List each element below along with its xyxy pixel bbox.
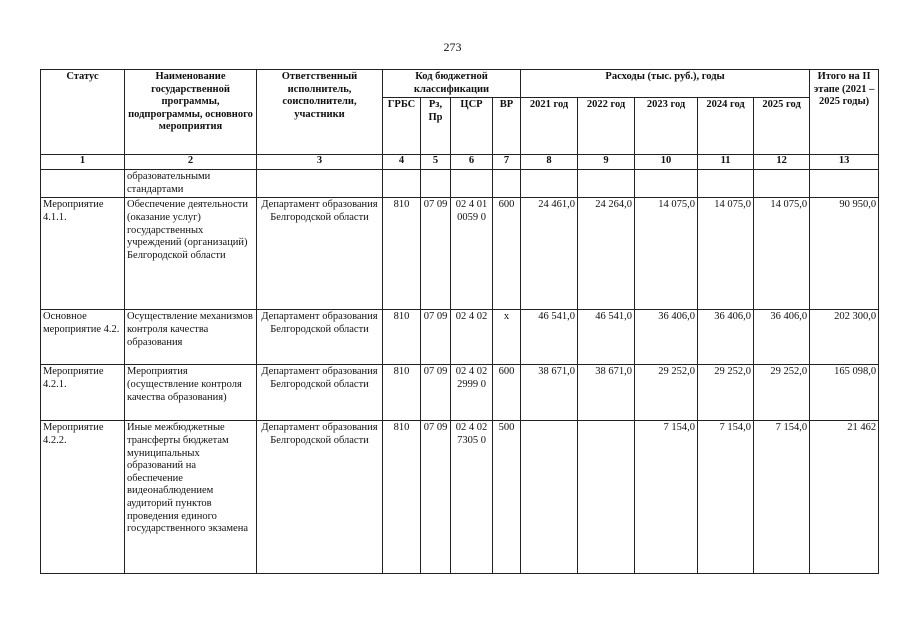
row-2021: 38 671,0 xyxy=(521,365,578,421)
row-grbs: 810 xyxy=(383,198,421,310)
row-rzpr: 07 09 xyxy=(421,421,451,574)
row-2021: 46 541,0 xyxy=(521,310,578,365)
row-2021 xyxy=(521,170,578,198)
row-executor: Департамент образования Белгородской области xyxy=(257,198,383,310)
row-2024: 29 252,0 xyxy=(698,365,754,421)
row-status: Основное мероприятие 4.2. xyxy=(41,310,125,365)
row-2023: 36 406,0 xyxy=(635,310,698,365)
column-number: 9 xyxy=(578,155,635,170)
row-name: Иные межбюджетные трансферты бюджетам муниципальных образований на обеспечение видеонаблюдением аудиторий пунктов проведения единого государственного экзамена xyxy=(125,421,257,574)
header-year-2022: 2022 год xyxy=(578,98,635,155)
row-grbs: 810 xyxy=(383,365,421,421)
row-2023: 14 075,0 xyxy=(635,198,698,310)
column-number: 3 xyxy=(257,155,383,170)
column-number: 11 xyxy=(698,155,754,170)
row-2023: 29 252,0 xyxy=(635,365,698,421)
header-year-2024: 2024 год xyxy=(698,98,754,155)
row-2022: 38 671,0 xyxy=(578,365,635,421)
header-csr: ЦСР xyxy=(451,98,493,155)
row-2025: 7 154,0 xyxy=(754,421,810,574)
page-number: 273 xyxy=(443,40,462,54)
row-vr: 600 xyxy=(493,365,521,421)
header-year-2025: 2025 год xyxy=(754,98,810,155)
table-row xyxy=(41,170,879,198)
table-row xyxy=(41,198,879,310)
row-2021: 24 461,0 xyxy=(521,198,578,310)
row-vr: х xyxy=(493,310,521,365)
row-rzpr: 07 09 xyxy=(421,365,451,421)
row-2024: 14 075,0 xyxy=(698,198,754,310)
header-expenses-group: Расходы (тыс. руб.), годы xyxy=(521,70,810,98)
column-number: 10 xyxy=(635,155,698,170)
column-number: 5 xyxy=(421,155,451,170)
header-rzpr: Рз, Пр xyxy=(421,98,451,155)
row-2025: 29 252,0 xyxy=(754,365,810,421)
row-2024: 7 154,0 xyxy=(698,421,754,574)
row-rzpr: 07 09 xyxy=(421,198,451,310)
row-status: Мероприятие 4.2.2. xyxy=(41,421,125,574)
row-vr: 600 xyxy=(493,198,521,310)
header-year-2023: 2023 год xyxy=(635,98,698,155)
column-number: 2 xyxy=(125,155,257,170)
row-2024 xyxy=(698,170,754,198)
row-grbs xyxy=(383,170,421,198)
row-total: 21 462 xyxy=(810,421,879,574)
header-executor: Ответственный исполнитель, соисполнители, участники xyxy=(257,70,383,155)
header-total: Итого на II этапе (2021 – 2025 годы) xyxy=(810,70,879,155)
row-status: Мероприятие 4.2.1. xyxy=(41,365,125,421)
column-number-row xyxy=(41,155,879,170)
row-name: Обеспечение деятельности (оказание услуг) государственных учреждений (организаций) Белгородской области xyxy=(125,198,257,310)
row-csr: 02 4 02 xyxy=(451,310,493,365)
row-total: 202 300,0 xyxy=(810,310,879,365)
row-name: образовательными стандартами xyxy=(125,170,257,198)
row-2025 xyxy=(754,170,810,198)
header-grbs: ГРБС xyxy=(383,98,421,155)
row-2025: 14 075,0 xyxy=(754,198,810,310)
row-2023 xyxy=(635,170,698,198)
budget-table xyxy=(40,69,879,574)
header-name: Наименование государственной программы, подпрограммы, основного мероприятия xyxy=(125,70,257,155)
row-2022: 46 541,0 xyxy=(578,310,635,365)
row-vr xyxy=(493,170,521,198)
row-csr: 02 4 02 2999 0 xyxy=(451,365,493,421)
row-csr: 02 4 02 7305 0 xyxy=(451,421,493,574)
row-2025: 36 406,0 xyxy=(754,310,810,365)
row-total: 165 098,0 xyxy=(810,365,879,421)
row-executor: Департамент образования Белгородской области xyxy=(257,421,383,574)
row-name: Мероприятия (осуществление контроля качества образования) xyxy=(125,365,257,421)
table-row xyxy=(41,365,879,421)
column-number: 7 xyxy=(493,155,521,170)
header-code-group: Код бюджетной классификации xyxy=(383,70,521,98)
column-number: 4 xyxy=(383,155,421,170)
row-total: 90 950,0 xyxy=(810,198,879,310)
row-name: Осуществление механизмов контроля качества образования xyxy=(125,310,257,365)
row-2024: 36 406,0 xyxy=(698,310,754,365)
row-executor xyxy=(257,170,383,198)
row-total xyxy=(810,170,879,198)
row-csr xyxy=(451,170,493,198)
row-rzpr: 07 09 xyxy=(421,310,451,365)
table-row xyxy=(41,421,879,574)
row-vr: 500 xyxy=(493,421,521,574)
column-number: 12 xyxy=(754,155,810,170)
header-status: Статус xyxy=(41,70,125,155)
table-row xyxy=(41,310,879,365)
row-2023: 7 154,0 xyxy=(635,421,698,574)
row-2021 xyxy=(521,421,578,574)
row-2022 xyxy=(578,421,635,574)
header-year-2021: 2021 год xyxy=(521,98,578,155)
row-grbs: 810 xyxy=(383,421,421,574)
row-executor: Департамент образования Белгородской области xyxy=(257,365,383,421)
row-2022 xyxy=(578,170,635,198)
column-number: 1 xyxy=(41,155,125,170)
row-executor: Департамент образования Белгородской области xyxy=(257,310,383,365)
row-2022: 24 264,0 xyxy=(578,198,635,310)
column-number: 13 xyxy=(810,155,879,170)
row-csr: 02 4 01 0059 0 xyxy=(451,198,493,310)
row-grbs: 810 xyxy=(383,310,421,365)
column-number: 8 xyxy=(521,155,578,170)
column-number: 6 xyxy=(451,155,493,170)
row-rzpr xyxy=(421,170,451,198)
row-status xyxy=(41,170,125,198)
header-vr: ВР xyxy=(493,98,521,155)
row-status: Мероприятие 4.1.1. xyxy=(41,198,125,310)
